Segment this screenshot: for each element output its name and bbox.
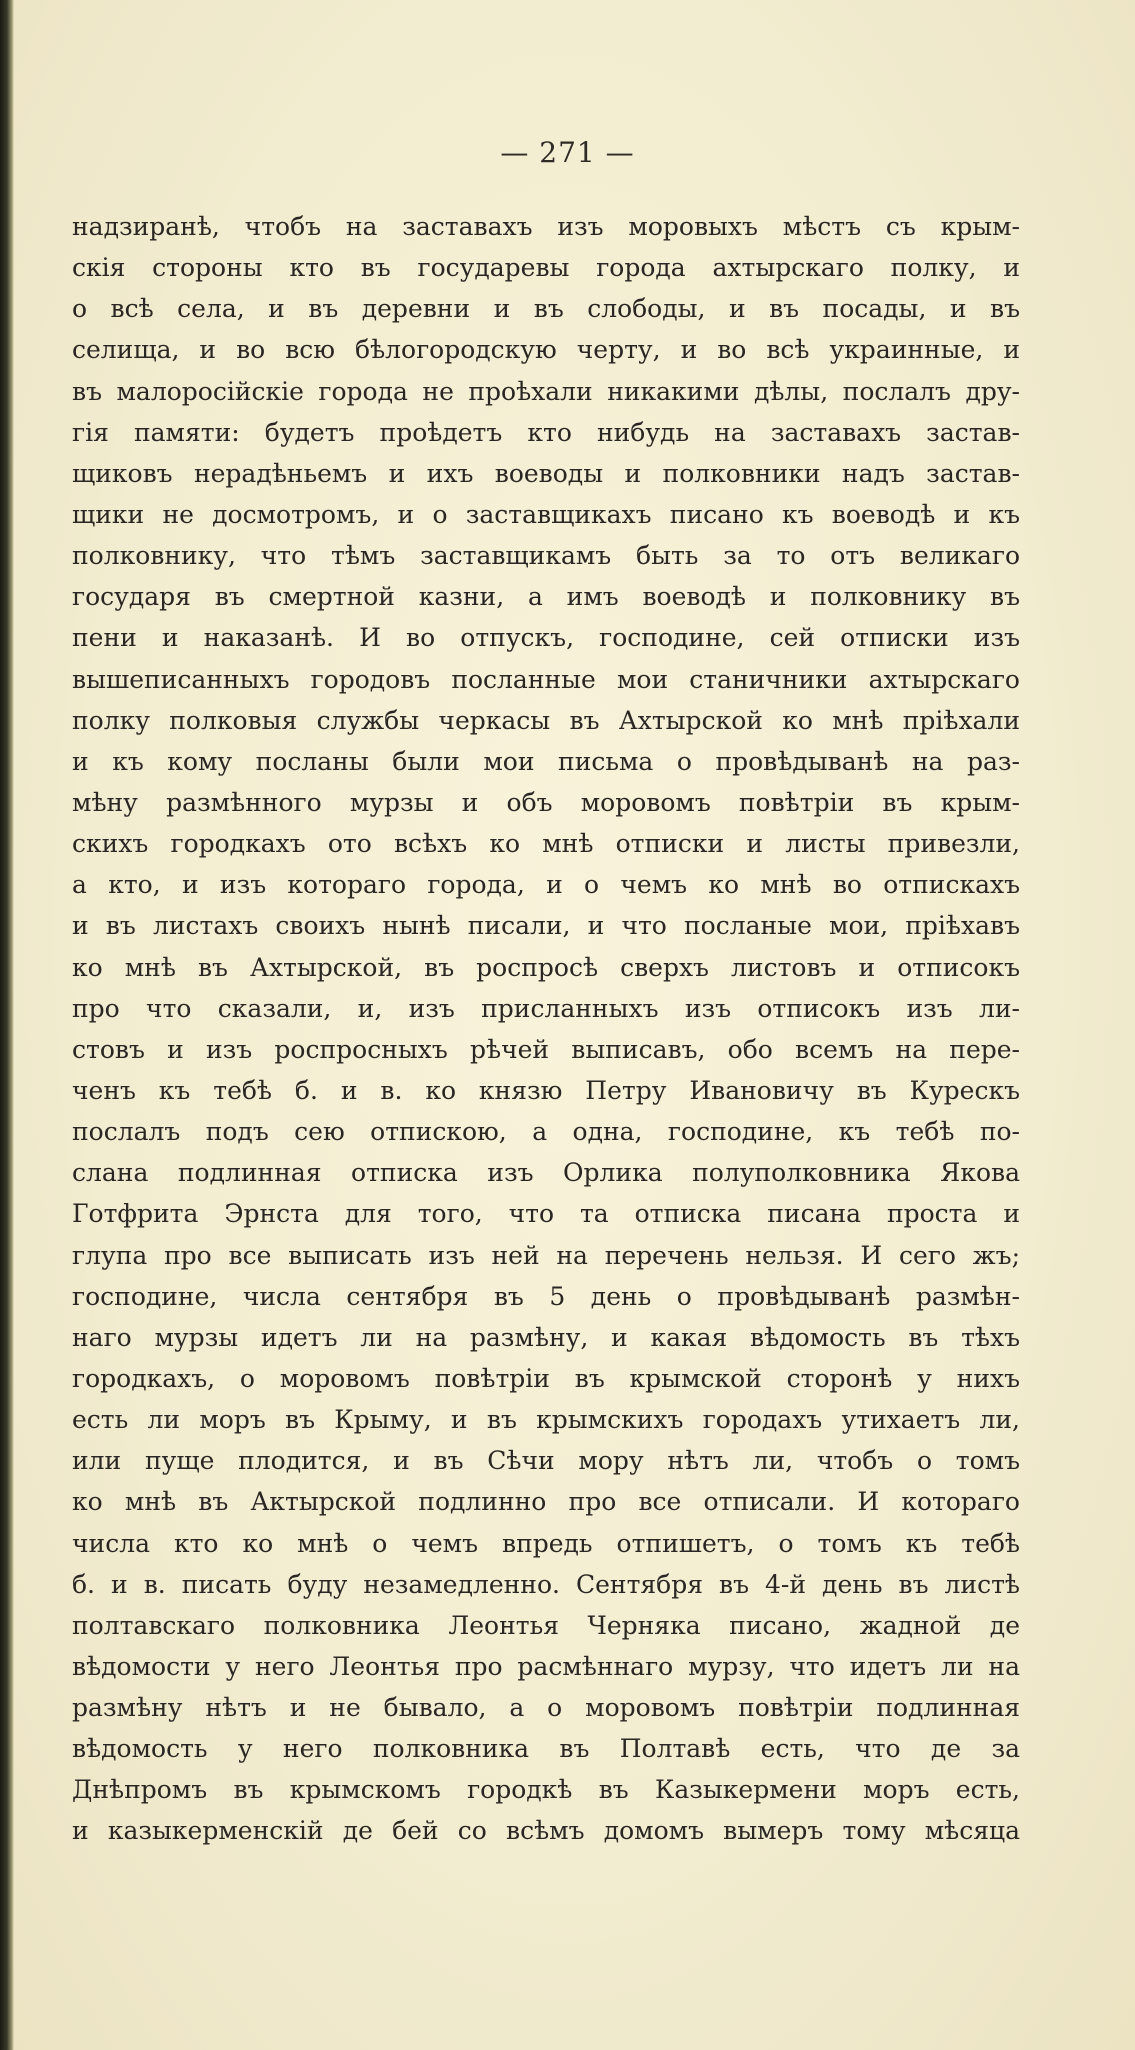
text-line: скія стороны кто въ государевы города ахтырскаго полку, и bbox=[72, 253, 1020, 283]
text-line: ко мнѣ въ Ахтырской, въ роспросѣ сверхъ листовъ и отписокъ bbox=[72, 952, 1020, 982]
text-line: ко мнѣ въ Актырской подлинно про все отписали. И котораго bbox=[72, 1487, 1020, 1517]
text-line: б. и в. писать буду незамедленно. Сентября въ 4-й день въ листѣ bbox=[72, 1569, 1020, 1599]
text-line: про что сказали, и, изъ присланныхъ изъ отписокъ изъ ли- bbox=[72, 993, 1020, 1023]
text-line: щики не досмотромъ, и о заставщикахъ писано къ воеводѣ и къ bbox=[72, 499, 1020, 529]
text-line: а кто, и изъ котораго города, и о чемъ ко мнѣ во отпискахъ bbox=[72, 870, 1020, 900]
text-line: полковнику, что тѣмъ заставщикамъ быть за то отъ великаго bbox=[72, 541, 1020, 571]
text-line: глупа про все выписать изъ ней на перечень нельзя. И сего жъ; bbox=[72, 1240, 1020, 1270]
text-line: числа кто ко мнѣ о чемъ впредь отпишетъ, о томъ къ тебѣ bbox=[72, 1528, 1020, 1558]
text-line: слана подлинная отписка изъ Орлика полуполковника Якова bbox=[72, 1158, 1020, 1188]
text-line: и казыкерменскій де бей со всѣмъ домомъ вымеръ тому мѣсяца bbox=[72, 1816, 1020, 1846]
text-line: вѣдомости у него Леонтья про расмѣннаго мурзу, что идетъ ли на bbox=[72, 1651, 1020, 1681]
text-line: городкахъ, о моровомъ повѣтріи въ крымской сторонѣ у нихъ bbox=[72, 1363, 1020, 1393]
text-line: скихъ городкахъ ото всѣхъ ко мнѣ отписки и листы привезли, bbox=[72, 829, 1020, 859]
text-line: господине, числа сентября въ 5 день о провѣдыванѣ размѣн- bbox=[72, 1281, 1020, 1311]
text-line: мѣну размѣнного мурзы и объ моровомъ повѣтріи въ крым- bbox=[72, 787, 1020, 817]
text-line: стовъ и изъ роспросныхъ рѣчей выписавъ, обо всемъ на пере- bbox=[72, 1034, 1020, 1064]
text-line: полтавскаго полковника Леонтья Черняка писано, жадной де bbox=[72, 1610, 1020, 1640]
text-line: и къ кому посланы были мои письма о провѣдыванѣ на раз- bbox=[72, 746, 1020, 776]
text-line: пени и наказанѣ. И во отпускъ, господине, сей отписки изъ bbox=[72, 623, 1020, 653]
text-line: или пуще плодится, и въ Сѣчи мору нѣтъ ли, чтобъ о томъ bbox=[72, 1446, 1020, 1476]
book-spine-shadow bbox=[0, 0, 14, 2050]
text-line: Готфрита Эрнста для того, что та отписка писана проста и bbox=[72, 1199, 1020, 1229]
text-line: гія памяти: будетъ проѣдетъ кто нибудь на заставахъ застав- bbox=[72, 417, 1020, 447]
body-text bbox=[72, 206, 1020, 1852]
text-line: размѣну нѣтъ и не бывало, а о моровомъ повѣтріи подлинная bbox=[72, 1693, 1020, 1723]
page-number: — 271 — bbox=[500, 136, 635, 169]
text-line: селища, и во всю бѣлогородскую черту, и во всѣ украинные, и bbox=[72, 335, 1020, 365]
text-line: вышеписанныхъ городовъ посланные мои станичники ахтырскаго bbox=[72, 664, 1020, 694]
text-line: о всѣ села, и въ деревни и въ слободы, и въ посады, и въ bbox=[72, 294, 1020, 324]
text-line: и въ листахъ своихъ нынѣ писали, и что посланые мои, пріѣхавъ bbox=[72, 911, 1020, 941]
text-line: въ малоросійскіе города не проѣхали никакими дѣлы, послалъ дру- bbox=[72, 376, 1020, 406]
text-line: наго мурзы идетъ ли на размѣну, и какая вѣдомость въ тѣхъ bbox=[72, 1322, 1020, 1352]
text-line: надзиранѣ, чтобъ на заставахъ изъ моровыхъ мѣстъ съ крым- bbox=[72, 212, 1020, 241]
text-line: Днѣпромъ въ крымскомъ городкѣ въ Казыкермени моръ есть, bbox=[72, 1775, 1020, 1805]
text-line: вѣдомость у него полковника въ Полтавѣ есть, что де за bbox=[72, 1734, 1020, 1764]
text-line: государя въ смертной казни, а имъ воеводѣ и полковнику въ bbox=[72, 582, 1020, 612]
text-line: щиковъ нерадѣньемъ и ихъ воеводы и полковники надъ застав- bbox=[72, 458, 1020, 488]
text-line: полку полковыя службы черкасы въ Ахтырской ко мнѣ пріѣхали bbox=[72, 705, 1020, 735]
text-line: ченъ къ тебѣ б. и в. ко князю Петру Ивановичу въ Курескъ bbox=[72, 1075, 1020, 1105]
text-line: есть ли моръ въ Крыму, и въ крымскихъ городахъ утихаетъ ли, bbox=[72, 1405, 1020, 1435]
text-line: послалъ подъ сею отпискою, а одна, господине, къ тебѣ по- bbox=[72, 1117, 1020, 1147]
